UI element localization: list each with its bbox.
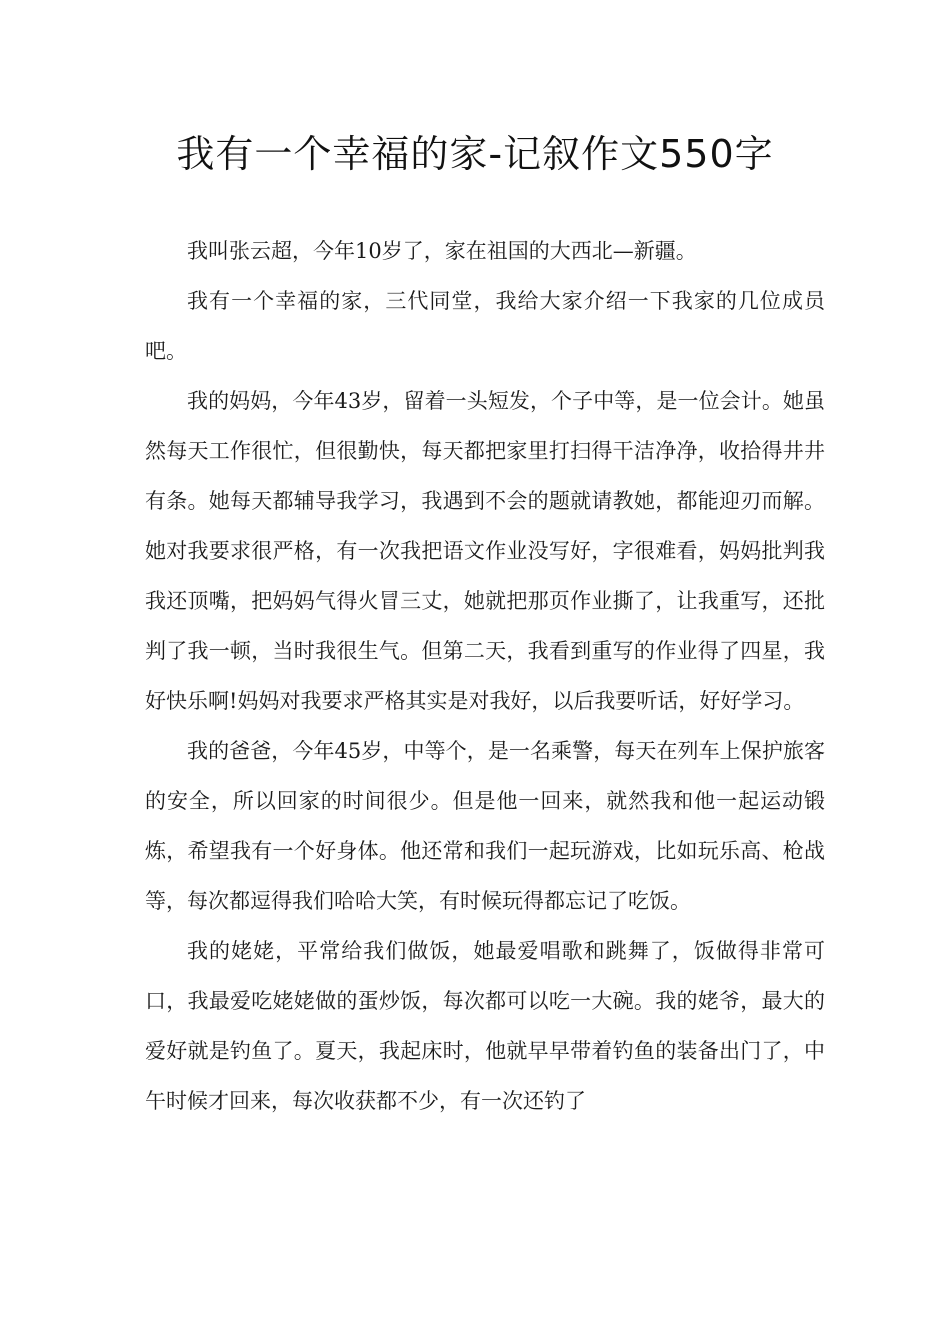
paragraph-grandparents: 我的姥姥，平常给我们做饭，她最爱唱歌和跳舞了，饭做得非常可口，我最爱吃姥姥做的蛋炒饭，每次都可以吃一大碗。我的姥爷，最大的爱好就是钓鱼了。夏天，我起床时，他就早早带着钓鱼的装备出门了，中午时候才回来，每次收获都不少，有一次还钓了 [145, 939, 825, 1113]
paragraph-family: 我有一个幸福的家，三代同堂，我给大家介绍一下我家的几位成员吧。 [145, 289, 825, 363]
paragraph-intro: 我叫张云超，今年10岁了，家在祖国的大西北—新疆。 [187, 239, 697, 263]
document-body [145, 226, 825, 1126]
document-title: 我有一个幸福的家-记叙作文550字 [176, 132, 774, 176]
paragraph-father: 我的爸爸，今年45岁，中等个，是一名乘警，每天在列车上保护旅客的安全，所以回家的时间很少。但是他一回来，就然我和他一起运动锻炼，希望我有一个好身体。他还常和我们一起玩游戏，比如玩乐高、枪战等，每次都逗得我们哈哈大笑，有时候玩得都忘记了吃饭。 [145, 739, 825, 913]
paragraph-mother: 我的妈妈，今年43岁，留着一头短发，个子中等，是一位会计。她虽然每天工作很忙，但很勤快，每天都把家里打扫得干洁净净，收拾得井井有条。她每天都辅导我学习，我遇到不会的题就请教她，都能迎刃而解。她对我要求很严格，有一次我把语文作业没写好，字很难看，妈妈批判我我还顶嘴，把妈妈气得火冒三丈，她就把那页作业撕了，让我重写，还批判了我一顿，当时我很生气。但第二天，我看到重写的作业得了四星，我好快乐啊!妈妈对我要求严格其实是对我好，以后我要听话，好好学习。 [145, 389, 825, 713]
